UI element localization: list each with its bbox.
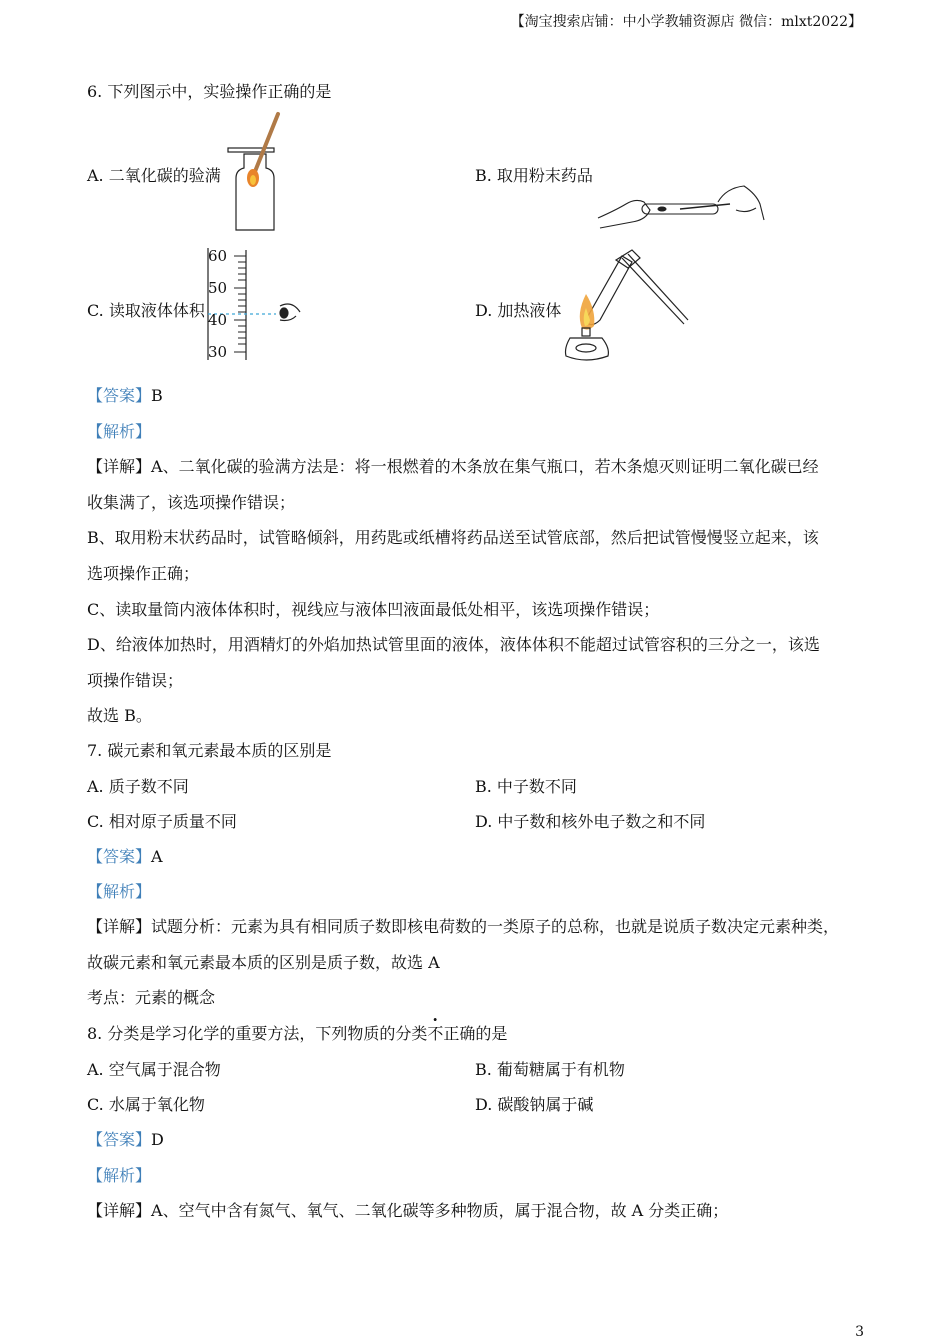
q6-detail-line-2: B、取用粉末状药品时，试管略倾斜，用药匙或纸槽将药品送至试管底部，然后把试管慢慢竖立起来，该 [87, 528, 819, 547]
q7-answer-tag: 【答案】 [87, 847, 152, 866]
q7-option-b: B. 中子数不同 [475, 777, 577, 796]
q6-stem: 6. 下列图示中，实验操作正确的是 [87, 82, 332, 101]
q6-detail-line-0 [87, 457, 819, 477]
cylinder-tick-60: 60 [208, 247, 228, 265]
tube-holder-icon [622, 258, 684, 324]
q7-detail-tag: 【详解】 [87, 917, 152, 936]
page-header: 【淘宝搜索店铺：中小学教辅资源店 微信：mlxt2022】 [510, 14, 862, 30]
q8-analysis-tag: 【解析】 [87, 1166, 152, 1185]
powder-transfer-figure [596, 180, 766, 236]
q8-option-d: D. 碳酸钠属于碱 [475, 1095, 594, 1114]
q6-detail-line-4: C、读取量筒内液体体积时，视线应与液体凹液面最低处相平，该选项操作错误； [87, 600, 660, 619]
eye-icon [280, 304, 300, 321]
q7-detail-text-0: 试题分析：元素为具有相同质子数即核电荷数的一类原子的总称，也就是说质子数决定元素种类， [151, 917, 840, 936]
gas-bottle-icon [228, 148, 274, 230]
left-hand-icon [598, 200, 650, 228]
q6-detail-line-3: 选项操作正确； [87, 564, 200, 583]
q8-detail-text-0: A、空气中含有氮气、氧气、二氧化碳等多种物质，属于混合物，故 A 分类正确； [151, 1201, 729, 1220]
q6-analysis-tag: 【解析】 [87, 422, 152, 441]
q7-option-d: D. 中子数和核外电子数之和不同 [475, 812, 706, 831]
q7-answer: A [151, 847, 163, 866]
q7-option-c: C. 相对原子质量不同 [87, 812, 237, 831]
q8-detail-tag: 【详解】 [87, 1201, 152, 1220]
q7-option-a: A. 质子数不同 [87, 777, 189, 796]
q7-analysis-tag: 【解析】 [87, 882, 152, 901]
q8-answer: D [151, 1130, 164, 1149]
alcohol-lamp-icon [566, 328, 609, 360]
q8-stem-after: 的是 [475, 1024, 508, 1043]
cylinder-tick-40: 40 [208, 311, 228, 329]
q8-stem-before: 8. 分类是学习化学的重要方法，下列物质的分类 [87, 1024, 428, 1043]
cylinder-tick-30: 30 [208, 343, 228, 361]
q8-option-b: B. 葡萄糖属于有机物 [475, 1060, 625, 1079]
q8-answer-tag: 【答案】 [87, 1130, 152, 1149]
cylinder-tick-50: 50 [208, 279, 228, 297]
q6-answer-line [87, 386, 163, 406]
q8-detail-line-0 [87, 1201, 728, 1221]
q8-stem [87, 1024, 507, 1044]
page-number: 3 [855, 1324, 864, 1340]
q6-answer-tag: 【答案】 [87, 386, 152, 405]
q6-option-d: D. 加热液体 [475, 301, 562, 320]
co2-full-test-figure [226, 110, 286, 234]
q6-option-b: B. 取用粉末药品 [475, 166, 593, 185]
q7-topic: 考点：元素的概念 [87, 988, 216, 1007]
q8-answer-line [87, 1130, 164, 1150]
q6-option-a: A. 二氧化碳的验满 [87, 166, 221, 185]
heating-liquid-figure [558, 248, 690, 368]
q8-option-c: C. 水属于氧化物 [87, 1095, 205, 1114]
right-hand-icon [718, 186, 764, 220]
q6-detail-text-0: A、二氧化碳的验满方法是：将一根燃着的木条放在集气瓶口，若木条熄灭则证明二氧化碳已经 [151, 457, 819, 476]
spatula-icon [680, 204, 730, 209]
q7-stem: 7. 碳元素和氧元素最本质的区别是 [87, 741, 332, 760]
q6-detail-line-1: 收集满了，该选项操作错误； [87, 493, 296, 512]
q8-stem-emphasis: 不正确 [427, 1024, 476, 1043]
q6-conclusion: 故选 B。 [87, 706, 152, 725]
q6-detail-tag: 【详解】 [87, 457, 152, 476]
q6-option-c: C. 读取液体体积 [87, 301, 205, 320]
q7-detail-line-0 [87, 917, 839, 937]
q6-detail-line-5: D、给液体加热时，用酒精灯的外焰加热试管里面的液体，液体体积不能超过试管容积的三分之一，该选 [87, 635, 820, 654]
q8-option-a: A. 空气属于混合物 [87, 1060, 221, 1079]
q7-answer-line [87, 847, 163, 867]
q6-answer: B [151, 386, 163, 405]
q7-detail-line-1: 故碳元素和氧元素最本质的区别是质子数，故选 A [87, 953, 440, 972]
q6-detail-line-6: 项操作错误； [87, 671, 184, 690]
